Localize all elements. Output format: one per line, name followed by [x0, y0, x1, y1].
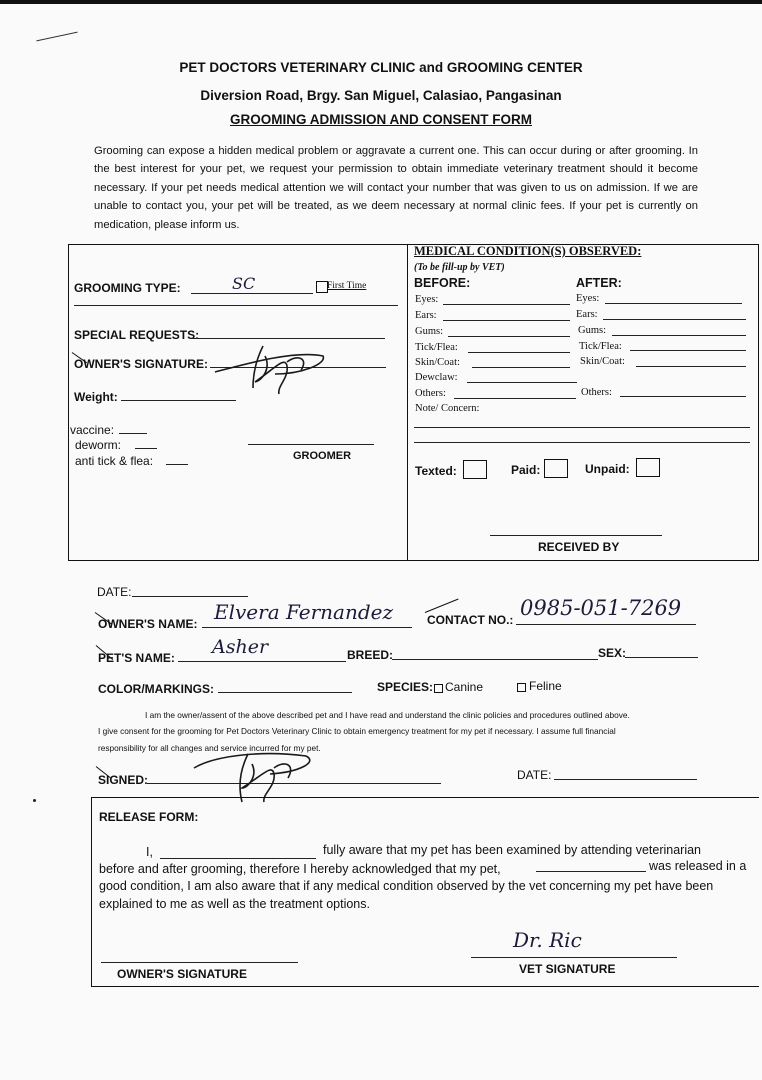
vet-signature-line[interactable]: [471, 957, 677, 958]
before-tick-line[interactable]: [468, 352, 570, 353]
note-label: Note/ Concern:: [415, 403, 480, 414]
before-ears-label: Ears:: [415, 310, 437, 321]
release-owner-signature-line[interactable]: [101, 962, 298, 963]
release-pet-line[interactable]: [536, 871, 646, 872]
contact-label: CONTACT NO.:: [427, 613, 514, 627]
after-eyes-label: Eyes:: [576, 293, 600, 304]
sex-line[interactable]: [625, 657, 698, 658]
canine-checkbox[interactable]: [434, 684, 443, 693]
paid-label: Paid:: [511, 463, 541, 477]
after-others-line[interactable]: [620, 396, 746, 397]
before-tick-label: Tick/Flea:: [415, 342, 458, 353]
deworm-line[interactable]: [135, 448, 157, 449]
release-name-line[interactable]: [160, 858, 316, 859]
stray-dot: [33, 799, 36, 802]
before-dewclaw-label: Dewclaw:: [415, 372, 458, 383]
received-by-label: RECEIVED BY: [538, 540, 620, 554]
signed-label: SIGNED:: [98, 773, 149, 787]
owner-name-line[interactable]: [202, 627, 412, 628]
before-others-line[interactable]: [454, 398, 576, 399]
before-label: BEFORE:: [414, 276, 471, 290]
release-owner-signature-label: OWNER'S SIGNATURE: [117, 967, 247, 981]
weight-label: Weight:: [74, 390, 118, 404]
pet-name-label: PET'S NAME:: [98, 651, 175, 665]
grooming-type-value: SC: [232, 274, 256, 293]
clinic-address: Diversion Road, Brgy. San Miguel, Calasiao, Pangasinan: [200, 88, 562, 103]
after-skin-label: Skin/Coat:: [580, 356, 625, 367]
note-line-2[interactable]: [414, 442, 750, 443]
owner-signature-label: OWNER'S SIGNATURE:: [74, 357, 208, 371]
after-label: AFTER:: [576, 276, 622, 290]
unpaid-label: Unpaid:: [585, 462, 630, 476]
after-ears-line[interactable]: [603, 319, 746, 320]
unpaid-checkbox[interactable]: [636, 458, 660, 477]
feline-label: Feline: [529, 679, 562, 693]
pet-name-value: Asher: [212, 636, 269, 658]
after-skin-line[interactable]: [636, 366, 746, 367]
release-text-5: explained to me as well as the treatment options.: [99, 897, 370, 911]
contact-line[interactable]: [516, 624, 696, 625]
before-skin-label: Skin/Coat:: [415, 357, 460, 368]
first-time-label: First Time: [327, 281, 367, 291]
release-text-2: before and after grooming, therefore I hereby acknowledged that my pet,: [99, 862, 501, 876]
special-requests-label: SPECIAL REQUESTS:: [74, 328, 200, 342]
groomer-label: GROOMER: [293, 450, 352, 462]
after-tick-label: Tick/Flea:: [579, 341, 622, 352]
weight-line[interactable]: [121, 400, 236, 401]
form-title: GROOMING ADMISSION AND CONSENT FORM: [230, 112, 532, 127]
consent-line-3: responsibility for all changes and service incurred for my pet.: [98, 743, 321, 753]
note-line-1[interactable]: [414, 427, 750, 428]
before-gums-line[interactable]: [448, 336, 570, 337]
before-gums-label: Gums:: [415, 326, 444, 337]
intro-text: Grooming can expose a hidden medical problem or aggravate a current one. This can occur during or after grooming. In the best interest for your pet, we request your permission to obtain immediate veterinary treatment should it become necessary. If your pet needs medical attention we will contact your number that was given to us on admission. If we are unable to contact you, your pet will be treated, as we deem necessary at normal clinic fees. If your pet is currently on medication, please inform us.: [94, 145, 698, 231]
after-ears-label: Ears:: [576, 309, 598, 320]
medical-subtitle: (To be fill-up by VET): [414, 262, 505, 273]
before-others-label: Others:: [415, 388, 446, 399]
vet-signature-value: Dr. Ric: [513, 928, 582, 952]
anti-tick-label: anti tick & flea:: [75, 454, 154, 468]
release-text-1: fully aware that my pet has been examined by attending veterinarian: [323, 843, 702, 857]
grooming-type-line[interactable]: [191, 293, 313, 294]
breed-line[interactable]: [392, 659, 598, 660]
color-markings-line[interactable]: [218, 692, 352, 693]
owner-name-label: OWNER'S NAME:: [98, 617, 198, 631]
after-tick-line[interactable]: [630, 350, 746, 351]
texted-label: Texted:: [415, 464, 457, 478]
release-form-title: RELEASE FORM:: [99, 810, 199, 824]
grooming-extra-line[interactable]: [74, 305, 398, 306]
pet-name-line[interactable]: [178, 661, 346, 662]
groomer-line[interactable]: [248, 444, 374, 445]
before-ears-line[interactable]: [443, 320, 570, 321]
after-gums-label: Gums:: [578, 325, 607, 336]
before-skin-line[interactable]: [472, 367, 570, 368]
after-others-label: Others:: [581, 387, 612, 398]
vet-signature-label: VET SIGNATURE: [519, 962, 616, 976]
pen-mark: [36, 32, 77, 42]
date2-line[interactable]: [554, 779, 697, 780]
consent-line-2: I give consent for the grooming for Pet Doctors Veterinary Clinic to obtain emergency treatment for my pet if necessary. I assume full financial: [98, 726, 616, 736]
breed-label: BREED:: [347, 648, 394, 662]
release-text-3: was released in a: [649, 859, 747, 873]
before-eyes-line[interactable]: [443, 304, 570, 305]
after-gums-line[interactable]: [612, 335, 746, 336]
paid-checkbox[interactable]: [544, 459, 568, 478]
canine-label: Canine: [445, 680, 484, 694]
owner-name-value: Elvera Fernandez: [214, 600, 394, 624]
anti-tick-line[interactable]: [166, 464, 188, 465]
before-eyes-label: Eyes:: [415, 294, 439, 305]
deworm-label: deworm:: [75, 438, 122, 452]
feline-checkbox[interactable]: [517, 683, 526, 692]
scan-edge-top: [0, 0, 762, 4]
texted-checkbox[interactable]: [463, 460, 487, 479]
date-line[interactable]: [132, 596, 248, 597]
sex-label: SEX:: [598, 646, 627, 660]
after-eyes-line[interactable]: [605, 303, 742, 304]
date-label: DATE:: [97, 585, 132, 599]
clinic-name: PET DOCTORS VETERINARY CLINIC and GROOMING CENTER: [179, 60, 583, 75]
release-text-4: good condition, I am also aware that if any medical condition observed by the vet concerning my pet have been: [99, 879, 714, 893]
strike-mark: [425, 599, 459, 613]
release-i-label: I,: [146, 845, 153, 859]
received-by-line[interactable]: [490, 535, 662, 536]
consent-line-1: I am the owner/assent of the above described pet and I have read and understand the clinic policies and procedures outlined above.: [145, 710, 630, 720]
color-markings-label: COLOR/MARKINGS:: [98, 682, 214, 696]
before-dewclaw-line[interactable]: [467, 382, 577, 383]
owner-signature-image: [205, 336, 330, 396]
grooming-type-label: GROOMING TYPE:: [74, 281, 181, 295]
species-label: SPECIES:: [377, 680, 434, 694]
contact-value: 0985-051-7269: [520, 596, 682, 620]
vaccine-label: vaccine:: [70, 423, 115, 437]
date2-label: DATE:: [517, 768, 552, 782]
medical-title: MEDICAL CONDITION(S) OBSERVED:: [414, 244, 642, 258]
vaccine-line[interactable]: [119, 433, 147, 434]
box-divider: [407, 244, 408, 561]
